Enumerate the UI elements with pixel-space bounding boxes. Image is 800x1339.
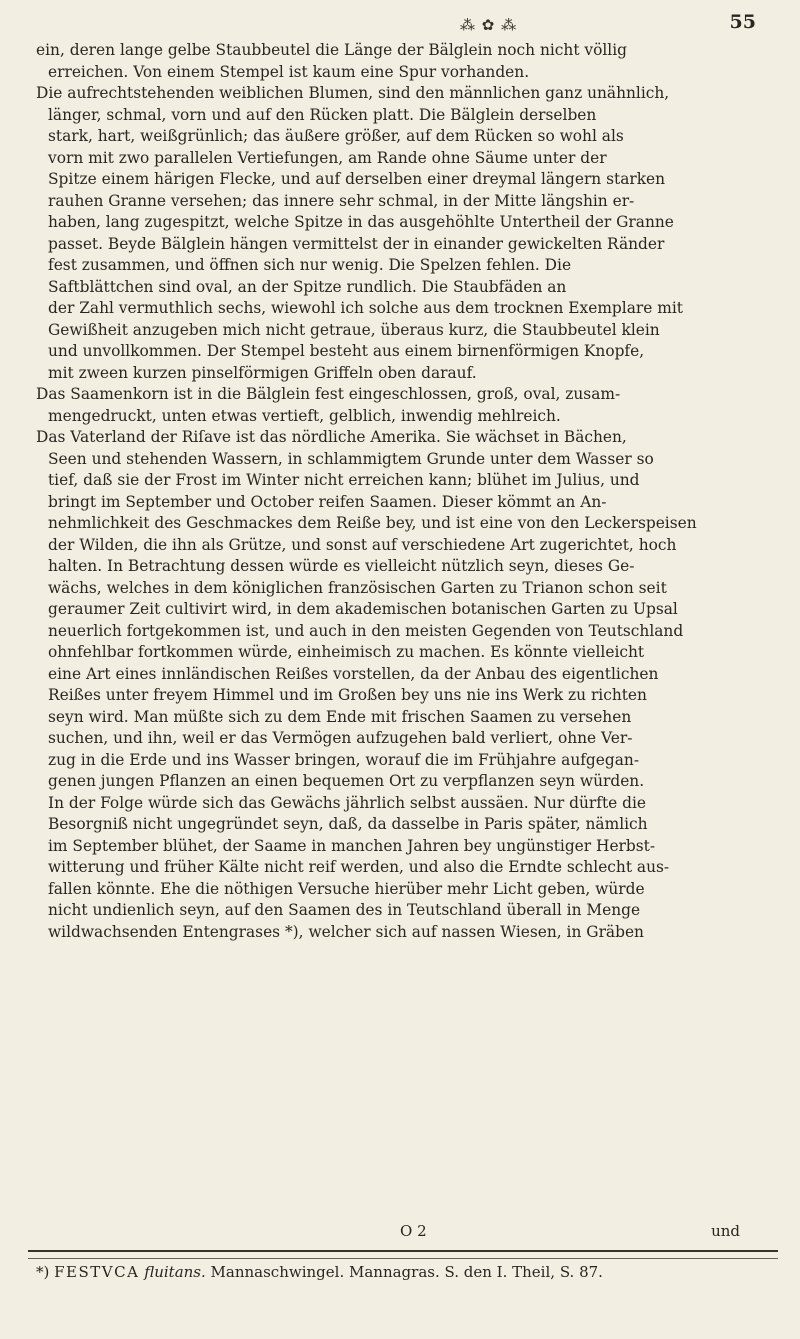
text-line: Das Saamenkorn ist in die Bälglein fest eingeschlossen, groß, oval, zusam- bbox=[36, 385, 621, 403]
text-line: länger, schmal, vorn und auf den Rücken platt. Die Bälglein derselben bbox=[48, 105, 597, 124]
text-line: stark, hart, weißgrünlich; das äußere größer, auf dem Rücken so wohl als bbox=[48, 127, 624, 145]
text-line: neuerlich fortgekommen ist, und auch in den meisten Gegenden von Teutschland bbox=[48, 621, 684, 640]
text-line: mit zween kurzen pinselförmigen Griffeln oben darauf. bbox=[48, 363, 477, 382]
text-line: wildwachsenden Entengrases *), welcher sich auf nassen Wiesen, in Gräben bbox=[48, 922, 644, 941]
footnote-text: Mannaschwingel. Mannagras. S. den I. Theil, S. 87. bbox=[210, 1263, 603, 1281]
text-line: Gewißheit anzugeben mich nicht getraue, überaus kurz, die Staubbeutel klein bbox=[48, 320, 660, 339]
footnote-latin-epithet: fluitans. bbox=[144, 1263, 206, 1281]
footnote-rule bbox=[28, 1250, 778, 1259]
text-line: und unvollkommen. Der Stempel besteht aus einem birnenförmigen Knopfe, bbox=[48, 342, 645, 360]
text-line: Das Vaterland der Riſave ist das nördliche Amerika. Sie wächset in Bächen, bbox=[36, 428, 627, 446]
text-line: der Zahl vermuthlich sechs, wiewohl ich solche aus dem trocknen Exemplare mit bbox=[48, 299, 683, 317]
page-number: 55 bbox=[729, 11, 756, 33]
text-line: fallen könnte. Ehe die nöthigen Versuche hierüber mehr Licht geben, würde bbox=[48, 879, 645, 898]
text-line: eine Art eines innländischen Reißes vorstellen, da der Anbau des eigentlichen bbox=[48, 664, 659, 683]
text-line: Seen und stehenden Wassern, in schlammigtem Grunde unter dem Wasser so bbox=[48, 449, 654, 468]
footnote bbox=[36, 1262, 776, 1282]
text-line: halten. In Betrachtung dessen würde es vielleicht nützlich seyn, dieses Ge- bbox=[48, 557, 635, 575]
text-line: Spitze einem härigen Flecke, und auf derselben einer dreymal längern starken bbox=[48, 170, 666, 188]
text-line: witterung und früher Kälte nicht reif werden, und also die Erndte schlecht aus- bbox=[48, 858, 670, 876]
text-line: Reißes unter freyem Himmel und im Großen bey uns nie ins Werk zu richten bbox=[48, 686, 647, 704]
text-line: Besorgniß nicht ungegründet seyn, daß, da dasselbe in Paris später, nämlich bbox=[48, 815, 648, 833]
text-line: zug in die Erde und ins Wasser bringen, worauf die im Frühjahre aufgegan- bbox=[48, 750, 640, 769]
text-line: nehmlichkeit des Geschmackes dem Reiße bey, und ist eine von den Leckerspeisen bbox=[48, 514, 697, 532]
footnote-marker: *) bbox=[36, 1263, 50, 1281]
text-line: passet. Beyde Bälglein hängen vermittelst der in einander gewickelten Ränder bbox=[48, 234, 665, 253]
text-line: mengedruckt, unten etwas vertieft, gelblich, inwendig mehlreich. bbox=[48, 406, 561, 425]
signature-mark: O 2 bbox=[400, 1222, 427, 1240]
text-line: im September blühet, der Saame in manchen Jahren bey ungünstiger Herbst- bbox=[48, 836, 656, 855]
text-line: der Wilden, die ihn als Grütze, und sonst auf verschiedene Art zugerichtet, hoch bbox=[48, 535, 677, 554]
footnote-latin-name: FESTVCA bbox=[54, 1263, 140, 1281]
header-ornament: ⁂ ✿ ⁂ bbox=[460, 16, 518, 34]
text-line: seyn wird. Man müßte sich zu dem Ende mit frischen Saamen zu versehen bbox=[48, 707, 632, 726]
text-line: wächs, welches in dem königlichen französischen Garten zu Trianon schon seit bbox=[48, 578, 667, 597]
text-line: haben, lang zugespitzt, welche Spitze in das ausgehöhlte Untertheil der Granne bbox=[48, 213, 674, 231]
text-line: genen jungen Pflanzen an einen bequemen Ort zu verpflanzen seyn würden. bbox=[48, 772, 645, 790]
text-line: ein, deren lange gelbe Staubbeutel die Länge der Bälglein noch nicht völlig bbox=[36, 41, 627, 59]
text-line: erreichen. Von einem Stempel ist kaum eine Spur vorhanden. bbox=[48, 62, 530, 81]
text-line: suchen, und ihn, weil er das Vermögen aufzugehen bald verliert, ohne Ver- bbox=[48, 729, 633, 747]
text-line: In der Folge würde sich das Gewächs jährlich selbst aussäen. Nur dürfte die bbox=[48, 793, 647, 812]
text-line: nicht undienlich seyn, auf den Saamen des in Teutschland überall in Menge bbox=[48, 901, 641, 919]
page-header bbox=[40, 6, 760, 38]
text-line: ohnfehlbar fortkommen würde, einheimisch zu machen. Es könnte vielleicht bbox=[48, 643, 645, 661]
text-line: fest zusammen, und öffnen sich nur wenig. Die Spelzen fehlen. Die bbox=[48, 256, 572, 274]
text-line: rauhen Granne versehen; das innere sehr schmal, in der Mitte längshin er- bbox=[48, 191, 635, 210]
text-line: Saftblättchen sind oval, an der Spitze rundlich. Die Staubfäden an bbox=[48, 277, 567, 296]
body-text bbox=[36, 40, 770, 943]
catchword: und bbox=[711, 1222, 740, 1240]
text-line: Die aufrechtstehenden weiblichen Blumen, sind den männlichen ganz unähnlich, bbox=[36, 84, 670, 102]
text-line: bringt im September und October reifen Saamen. Dieser kömmt an An- bbox=[48, 492, 607, 511]
text-line: tief, daß sie der Frost im Winter nicht erreichen kann; blühet im Julius, und bbox=[48, 471, 640, 489]
text-line: vorn mit zwo parallelen Vertiefungen, am Rande ohne Säume unter der bbox=[48, 148, 607, 167]
text-line: geraumer Zeit cultivirt wird, in dem akademischen botanischen Garten zu Upsal bbox=[48, 600, 678, 618]
